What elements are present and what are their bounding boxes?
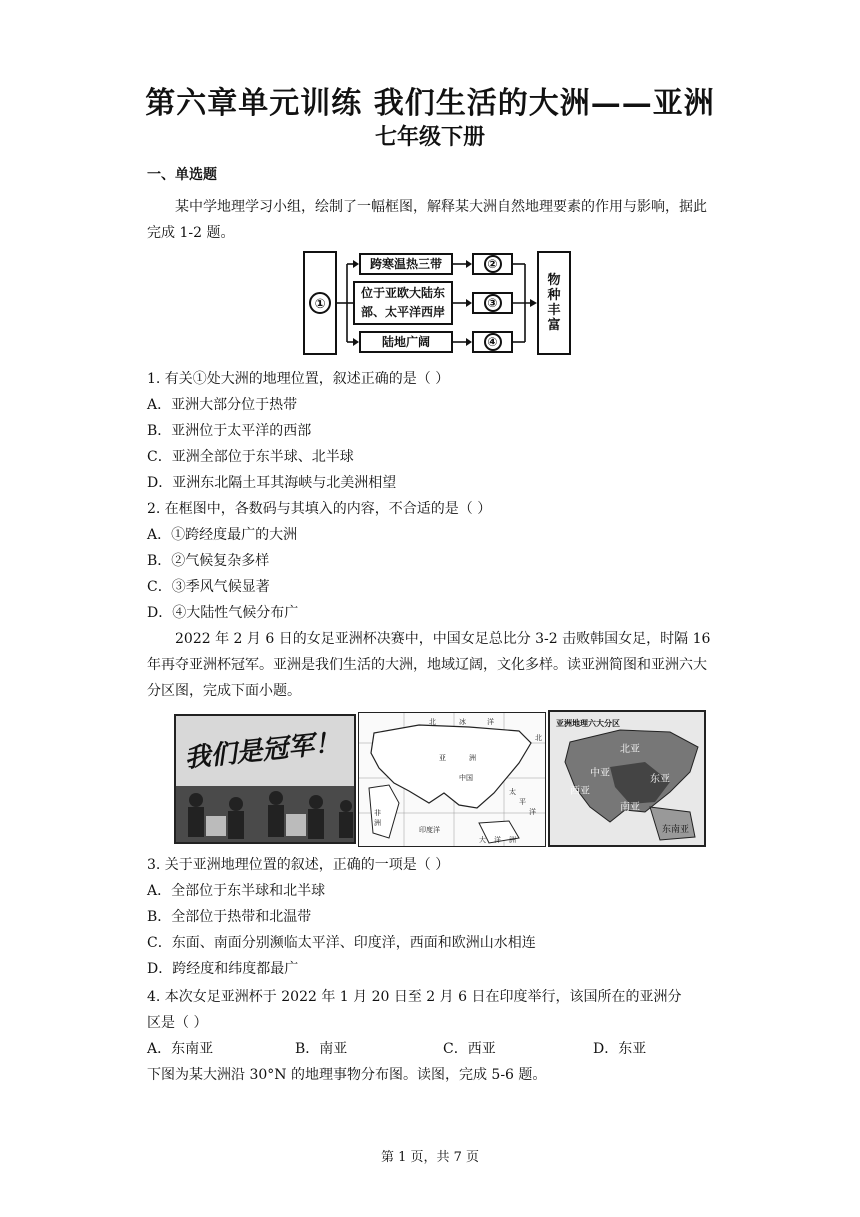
diagram-box-result: 物种丰富 — [537, 251, 571, 355]
diagram-box-row3: 陆地广阔 — [359, 331, 453, 353]
map1-label-yang: 洋 — [487, 718, 494, 726]
map1-label-indian-ocean: 印度洋 — [419, 826, 440, 834]
question-1-stem: 1. 有关①处大洲的地理位置，叙述正确的是（ ） — [147, 371, 450, 387]
question-2-option-a: A．①跨经度最广的大洲 — [147, 527, 298, 543]
map1-label-oceania-yang: 洋 — [494, 836, 501, 844]
page-footer: 第 1 页，共 7 页 — [380, 1150, 480, 1165]
map2-label-east-asia: 东亚 — [650, 774, 670, 785]
question-4-options — [147, 1038, 717, 1058]
diagram-box-4 — [472, 331, 513, 353]
diagram-box-3 — [472, 292, 513, 314]
asia-regions-map — [548, 710, 706, 847]
map1-label-ya: 亚 — [439, 754, 446, 762]
map1-label-north-edge: 北 — [535, 734, 542, 742]
soccer-photo — [174, 714, 356, 844]
map1-label-bing: 冰 — [459, 718, 466, 726]
map1-label-oceania-zhou: 洲 — [509, 836, 516, 844]
diagram-box-row1: 跨寒温热三带 — [359, 253, 453, 275]
diagram-number-2: ② — [484, 255, 502, 273]
framework-diagram — [303, 249, 573, 357]
map1-label-zhou: 洲 — [469, 754, 476, 762]
question-2-option-c: C．③季风气候显著 — [147, 579, 270, 595]
question-4-option-a: A．东南亚 — [147, 1041, 214, 1057]
diagram-row2-line1: 位于亚欧大陆东 — [360, 286, 445, 300]
page-subtitle: 七年级下册 — [374, 124, 485, 150]
map1-label-north: 北 — [429, 718, 436, 726]
question-2-option-b: B．②气候复杂多样 — [147, 553, 270, 569]
photo-caption: 我们是冠军！ — [183, 727, 342, 775]
map1-label-ping: 平 — [519, 798, 526, 806]
map2-label-central-asia: 中亚 — [590, 768, 610, 779]
map2-title: 亚洲地理六大分区 — [556, 719, 620, 728]
question-2-option-d: D．④大陆性气候分布广 — [147, 605, 299, 621]
map2-label-west-asia: 西亚 — [570, 786, 590, 797]
question-4-option-c: C．西亚 — [443, 1041, 496, 1057]
map2-label-north-asia: 北亚 — [620, 744, 640, 755]
page-title: 第六章单元训练 我们生活的大洲——亚洲 — [145, 86, 715, 121]
question-4-option-b: B．南亚 — [295, 1041, 348, 1057]
question-3-option-d: D．跨经度和纬度都最广 — [147, 961, 299, 977]
question-3-option-a: A．全部位于东半球和北半球 — [147, 883, 326, 899]
map2-label-south-asia: 南亚 — [620, 802, 640, 813]
diagram-box-2 — [472, 253, 513, 275]
question-3-option-b: B．全部位于热带和北温带 — [147, 909, 312, 925]
question-3-stem: 3. 关于亚洲地理位置的叙述，正确的一项是（ ） — [147, 857, 450, 873]
players-silhouettes — [176, 716, 356, 844]
question-1-option-b: B．亚洲位于太平洋的西部 — [147, 423, 312, 439]
question-3-option-c: C．东面、南面分别濒临太平洋、印度洋，西面和欧洲山水相连 — [147, 935, 536, 951]
question-4-stem-line2: 区是（ ） — [147, 1015, 208, 1031]
asia-outline-map — [358, 712, 546, 847]
section-heading: 一、单选题 — [147, 167, 217, 183]
map1-label-china: 中国 — [459, 774, 473, 782]
asia-map-drawing — [359, 713, 546, 847]
diagram-box-1 — [303, 251, 337, 355]
diagram-number-3: ③ — [484, 294, 502, 312]
intro-paragraph-3: 下图为某大洲沿 30°N 的地理事物分布图。读图，完成 5-6 题。 — [147, 1067, 547, 1083]
map2-label-southeast-asia: 东南亚 — [662, 825, 690, 835]
question-1-option-d: D．亚洲东北隔土耳其海峡与北美洲相望 — [147, 475, 397, 491]
map1-label-fei: 非 — [374, 809, 381, 817]
diagram-number-1: ① — [309, 292, 331, 314]
question-1-option-a: A．亚洲大部分位于热带 — [147, 397, 298, 413]
diagram-number-4: ④ — [484, 333, 502, 351]
question-4-stem-line1: 4. 本次女足亚洲杯于 2022 年 1 月 20 日至 2 月 6 日在印度举行，该国所在的亚洲分 — [147, 989, 682, 1005]
intro-paragraph-1: 某中学地理学习小组，绘制了一幅框图，解释某大洲自然地理要素的作用与影响，据此完成 1-2 题。 — [147, 199, 707, 241]
map1-label-tai: 太 — [509, 788, 516, 796]
map1-label-pacific-yang: 洋 — [529, 808, 536, 816]
intro-paragraph-2: 2022 年 2 月 6 日的女足亚洲杯决赛中，中国女足总比分 3-2 击败韩国女足，时隔 16 年再夺亚洲杯冠军。亚洲是我们生活的大洲，地域辽阔，文化多样。读亚洲简图和亚洲六大分区图，完成下面小题。 — [147, 631, 711, 699]
question-2-stem: 2. 在框图中，各数码与其填入的内容，不合适的是（ ） — [147, 501, 492, 517]
diagram-box-row2 — [353, 281, 453, 325]
map1-label-da: 大 — [479, 836, 486, 844]
map1-label-africa-zhou: 洲 — [374, 819, 381, 827]
question-4-option-d: D．东亚 — [593, 1041, 647, 1057]
diagram-row2-line2: 部、太平洋西岸 — [360, 305, 445, 319]
question-1-option-c: C．亚洲全部位于东半球、北半球 — [147, 449, 354, 465]
